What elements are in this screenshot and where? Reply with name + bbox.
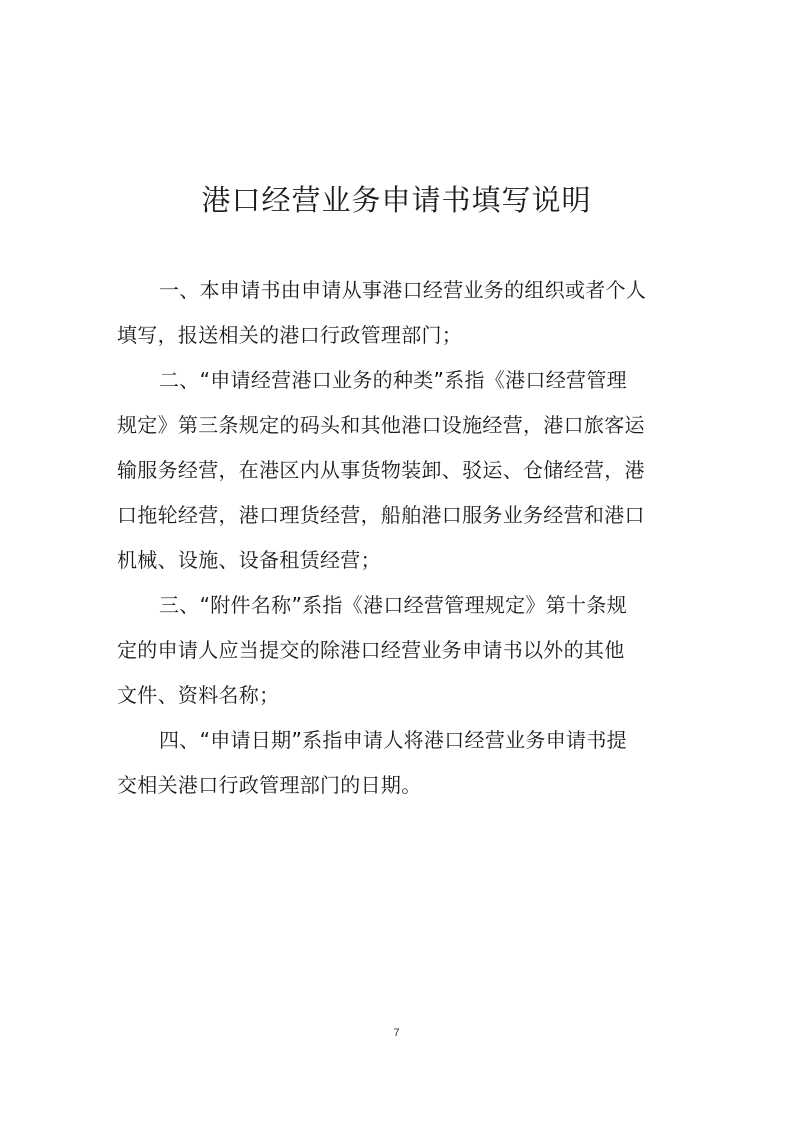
- paragraph-line: 文件、资料名称；: [117, 683, 280, 707]
- paragraph-line: 定的申请人应当提交的除港口经营业务申请书以外的其他: [117, 638, 625, 662]
- paragraph-line: 交相关港口行政管理部门的日期。: [117, 773, 422, 797]
- page-title: 港口经营业务申请书填写说明: [201, 183, 592, 217]
- paragraph-line: 输服务经营，在港区内从事货物装卸、驳运、仓储经营，港: [117, 458, 645, 482]
- paragraph-1: [117, 268, 677, 358]
- paragraph-line: 一、本申请书由申请从事港口经营业务的组织或者个人: [159, 278, 647, 302]
- paragraph-line: 二、“申请经营港口业务的种类”系指《港口经营管理: [159, 368, 627, 392]
- paragraph-line: 三、“附件名称”系指《港口经营管理规定》第十条规: [159, 593, 627, 617]
- paragraph-line: 填写，报送相关的港口行政管理部门；: [117, 323, 463, 347]
- paragraph-3: [117, 583, 677, 718]
- paragraph-line: 规定》第三条规定的码头和其他港口设施经营，港口旅客运: [117, 413, 645, 437]
- document-body: [117, 268, 677, 808]
- paragraph-line: 机械、设施、设备租赁经营；: [117, 548, 381, 572]
- paragraph-line: 四、“申请日期”系指申请人将港口经营业务申请书提: [159, 728, 627, 752]
- paragraph-2: [117, 358, 677, 583]
- paragraph-4: [117, 718, 677, 808]
- paragraph-line: 口拖轮经营，港口理货经营，船舶港口服务业务经营和港口: [117, 503, 645, 527]
- page-number: 7: [393, 1027, 400, 1039]
